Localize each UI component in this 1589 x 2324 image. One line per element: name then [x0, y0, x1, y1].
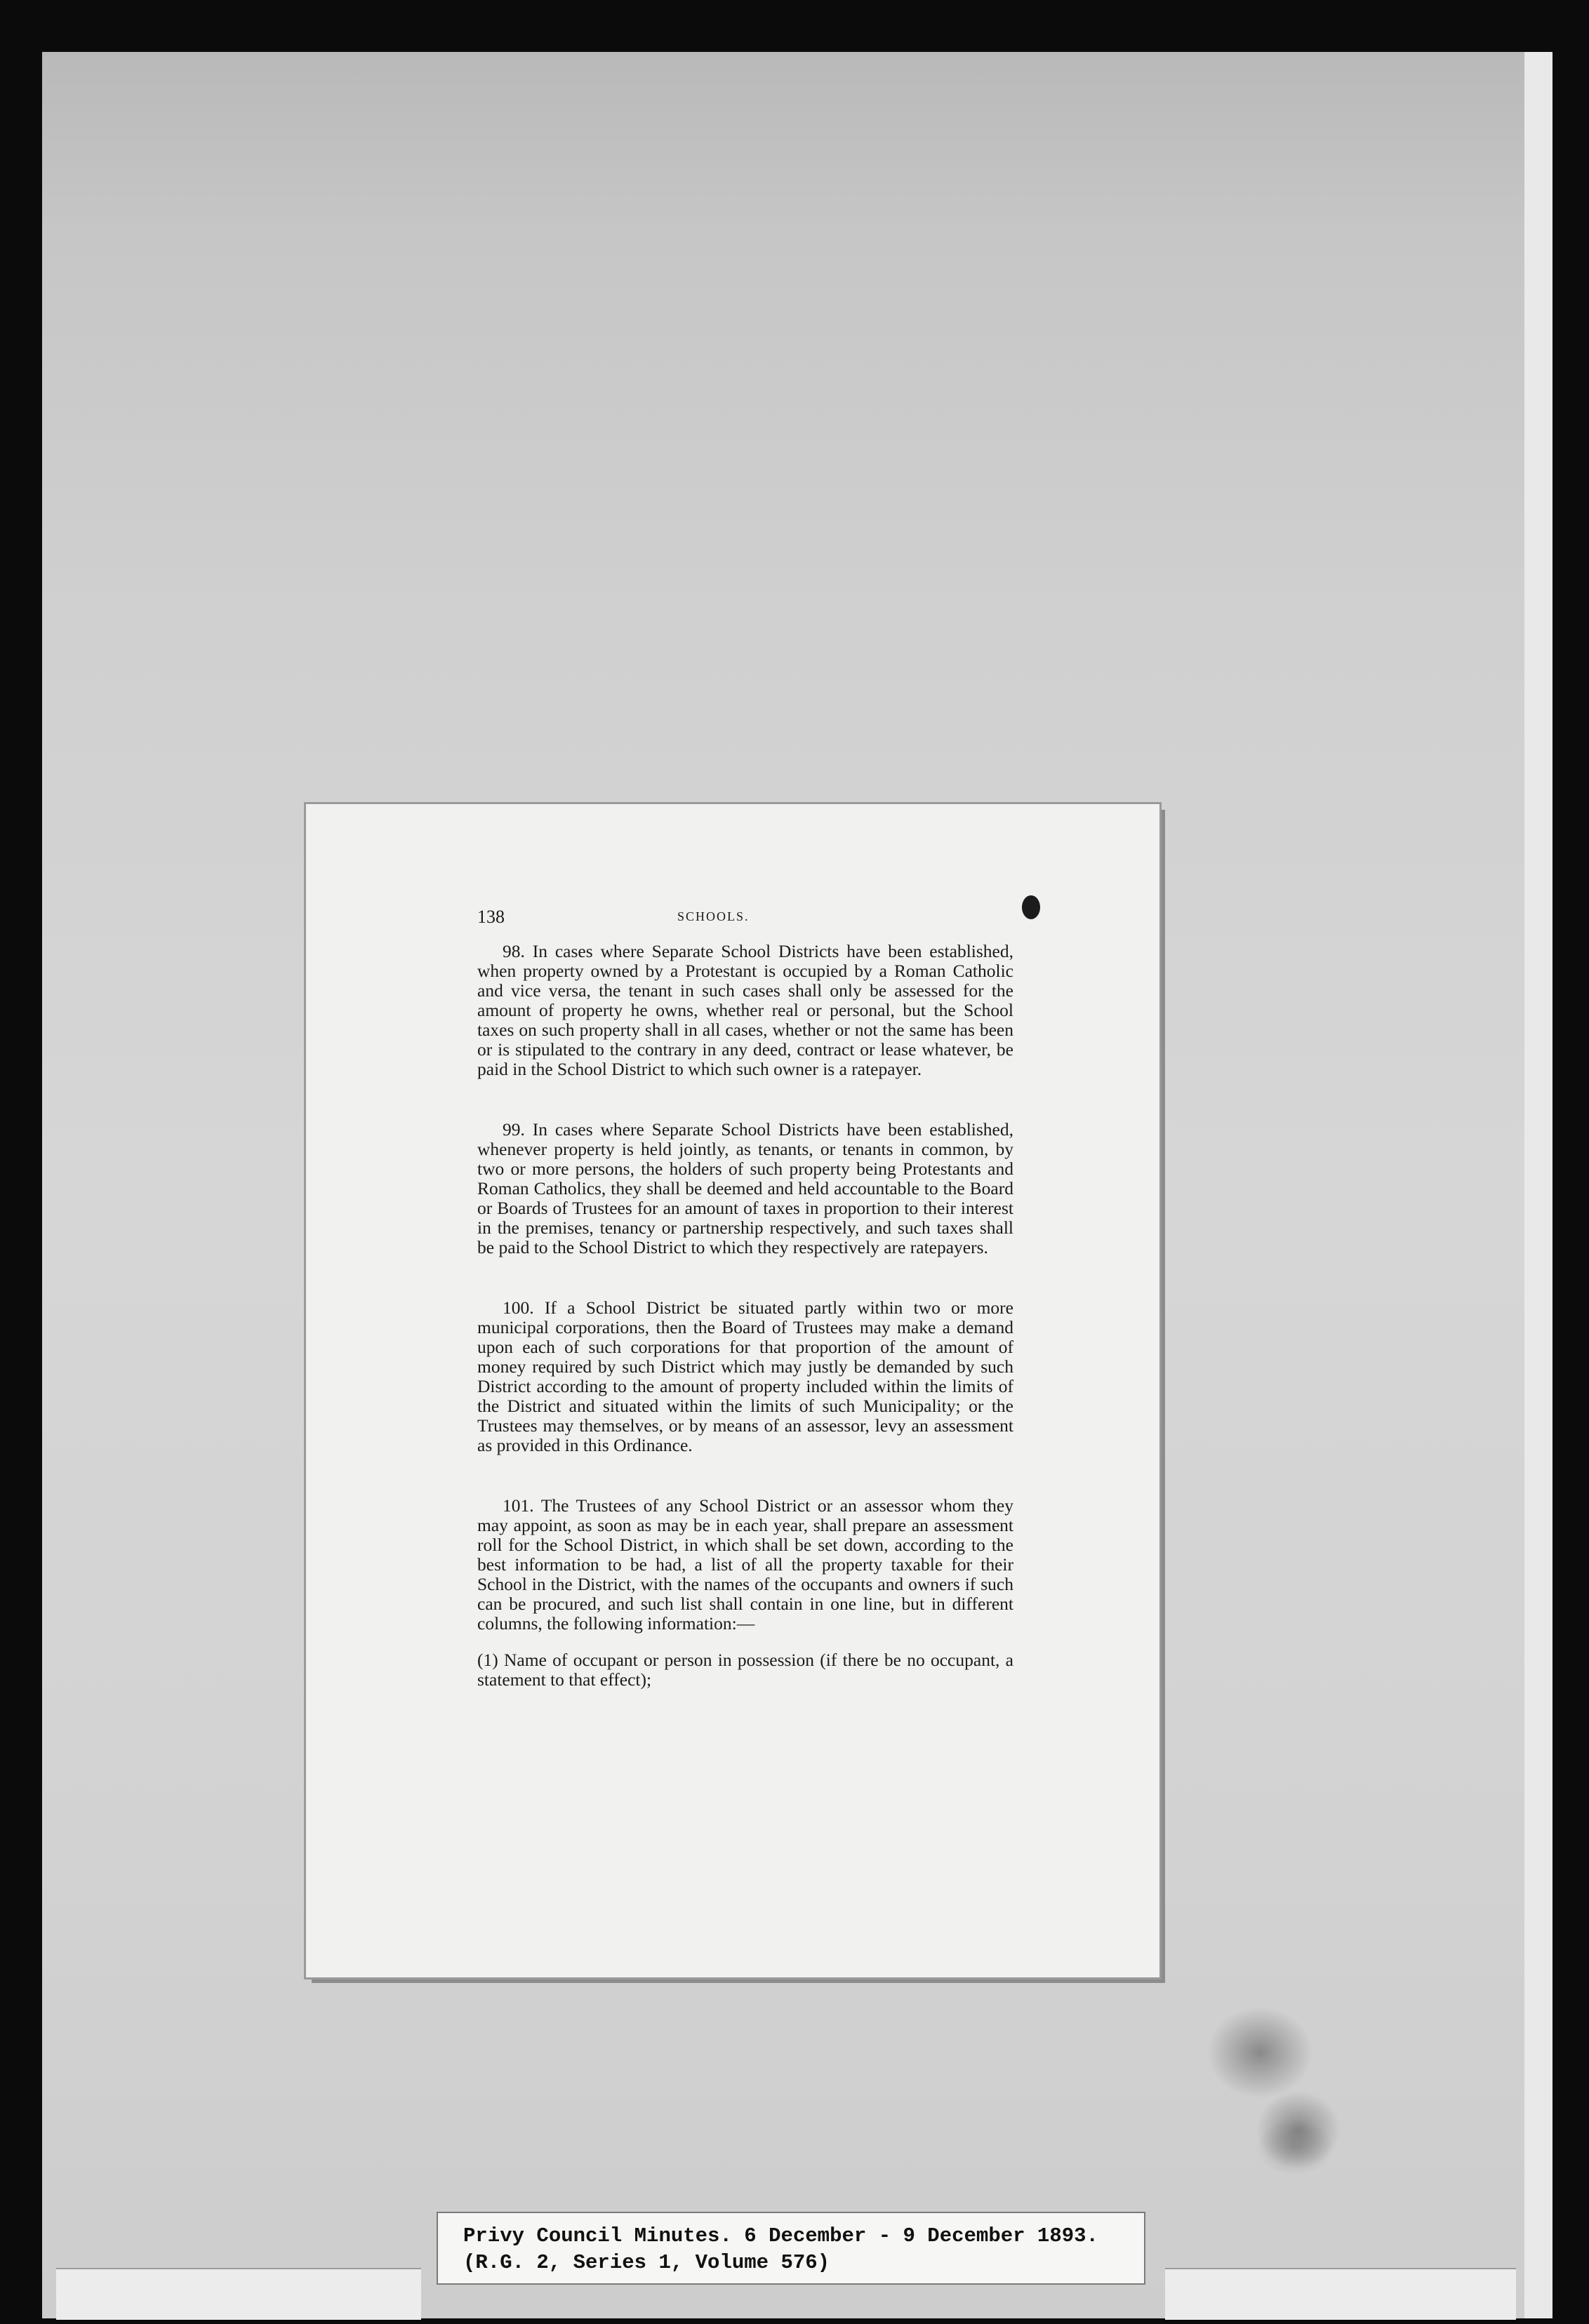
ink-blot: [1022, 895, 1040, 919]
board-edge-stripe: [1524, 52, 1553, 2318]
archive-caption: [437, 2212, 1145, 2285]
section-99: 99. In cases where Separate School Districts have been established, whenever property is held jointly, as tenants, or tenants in common, by two or more persons, the holders of such property being Protestants and Roman Catholics, they shall be deemed and held accountable to the Board or Boards of Trustees for an amount of taxes in proportion to their interest in the premises, tenancy or partnership respectively, and such taxes shall be paid to the School District to which they respectively are ratepayers.: [477, 1119, 1013, 1257]
list-item-1: (1) Name of occupant or person in possession (if there be no occupant, a statement to that effect);: [477, 1650, 1013, 1690]
stain-mark: [1207, 2007, 1312, 2098]
body-text: [477, 942, 1013, 1690]
section-98: 98. In cases where Separate School Districts have been established, when property owned by a Protestant is occupied by a Roman Catholic and vice versa, the tenant in such cases shall only be assessed for the amount of property he owns, whether real or personal, but the School taxes on such property shall in all cases, whether or not the same has been or is stipulated to the contrary in any deed, contract or lease whatever, be paid in the School District to which such owner is a ratepayer.: [477, 941, 1013, 1079]
caption-line-1: Privy Council Minutes. 6 December - 9 December 1893.: [463, 2224, 1098, 2248]
running-head: SCHOOLS.: [677, 909, 750, 923]
section-100: 100. If a School District be situated partly within two or more municipal corporations, then the Board of Trustees may make a demand upon each of such corporations for that proportion of the amount of money required by such District which may justly be demanded by such District according to the amount of property included within the limits of the District and situated within the limits of such Municipality; or the Trustees may themselves, or by means of an assessor, levy an assessment as provided in this Ordinance.: [477, 1297, 1013, 1455]
section-101: 101. The Trustees of any School District or an assessor whom they may appoint, as soon as may be in each year, shall prepare an assessment roll for the School District, in which shall be set down, according to the best information to be had, a list of all the property taxable for their School in the District, with the names of the occupants and owners if such can be procured, and such list shall contain in one line, but in different columns, the following information:—: [477, 1495, 1013, 1634]
page-number: 138: [477, 907, 505, 927]
caption-line-2: (R.G. 2, Series 1, Volume 576): [463, 2251, 830, 2274]
film-clip: [56, 2268, 421, 2320]
stain-mark: [1256, 2119, 1334, 2175]
page-header: [477, 907, 1011, 935]
film-clip: [1165, 2268, 1516, 2320]
document-page: [306, 804, 1159, 1977]
